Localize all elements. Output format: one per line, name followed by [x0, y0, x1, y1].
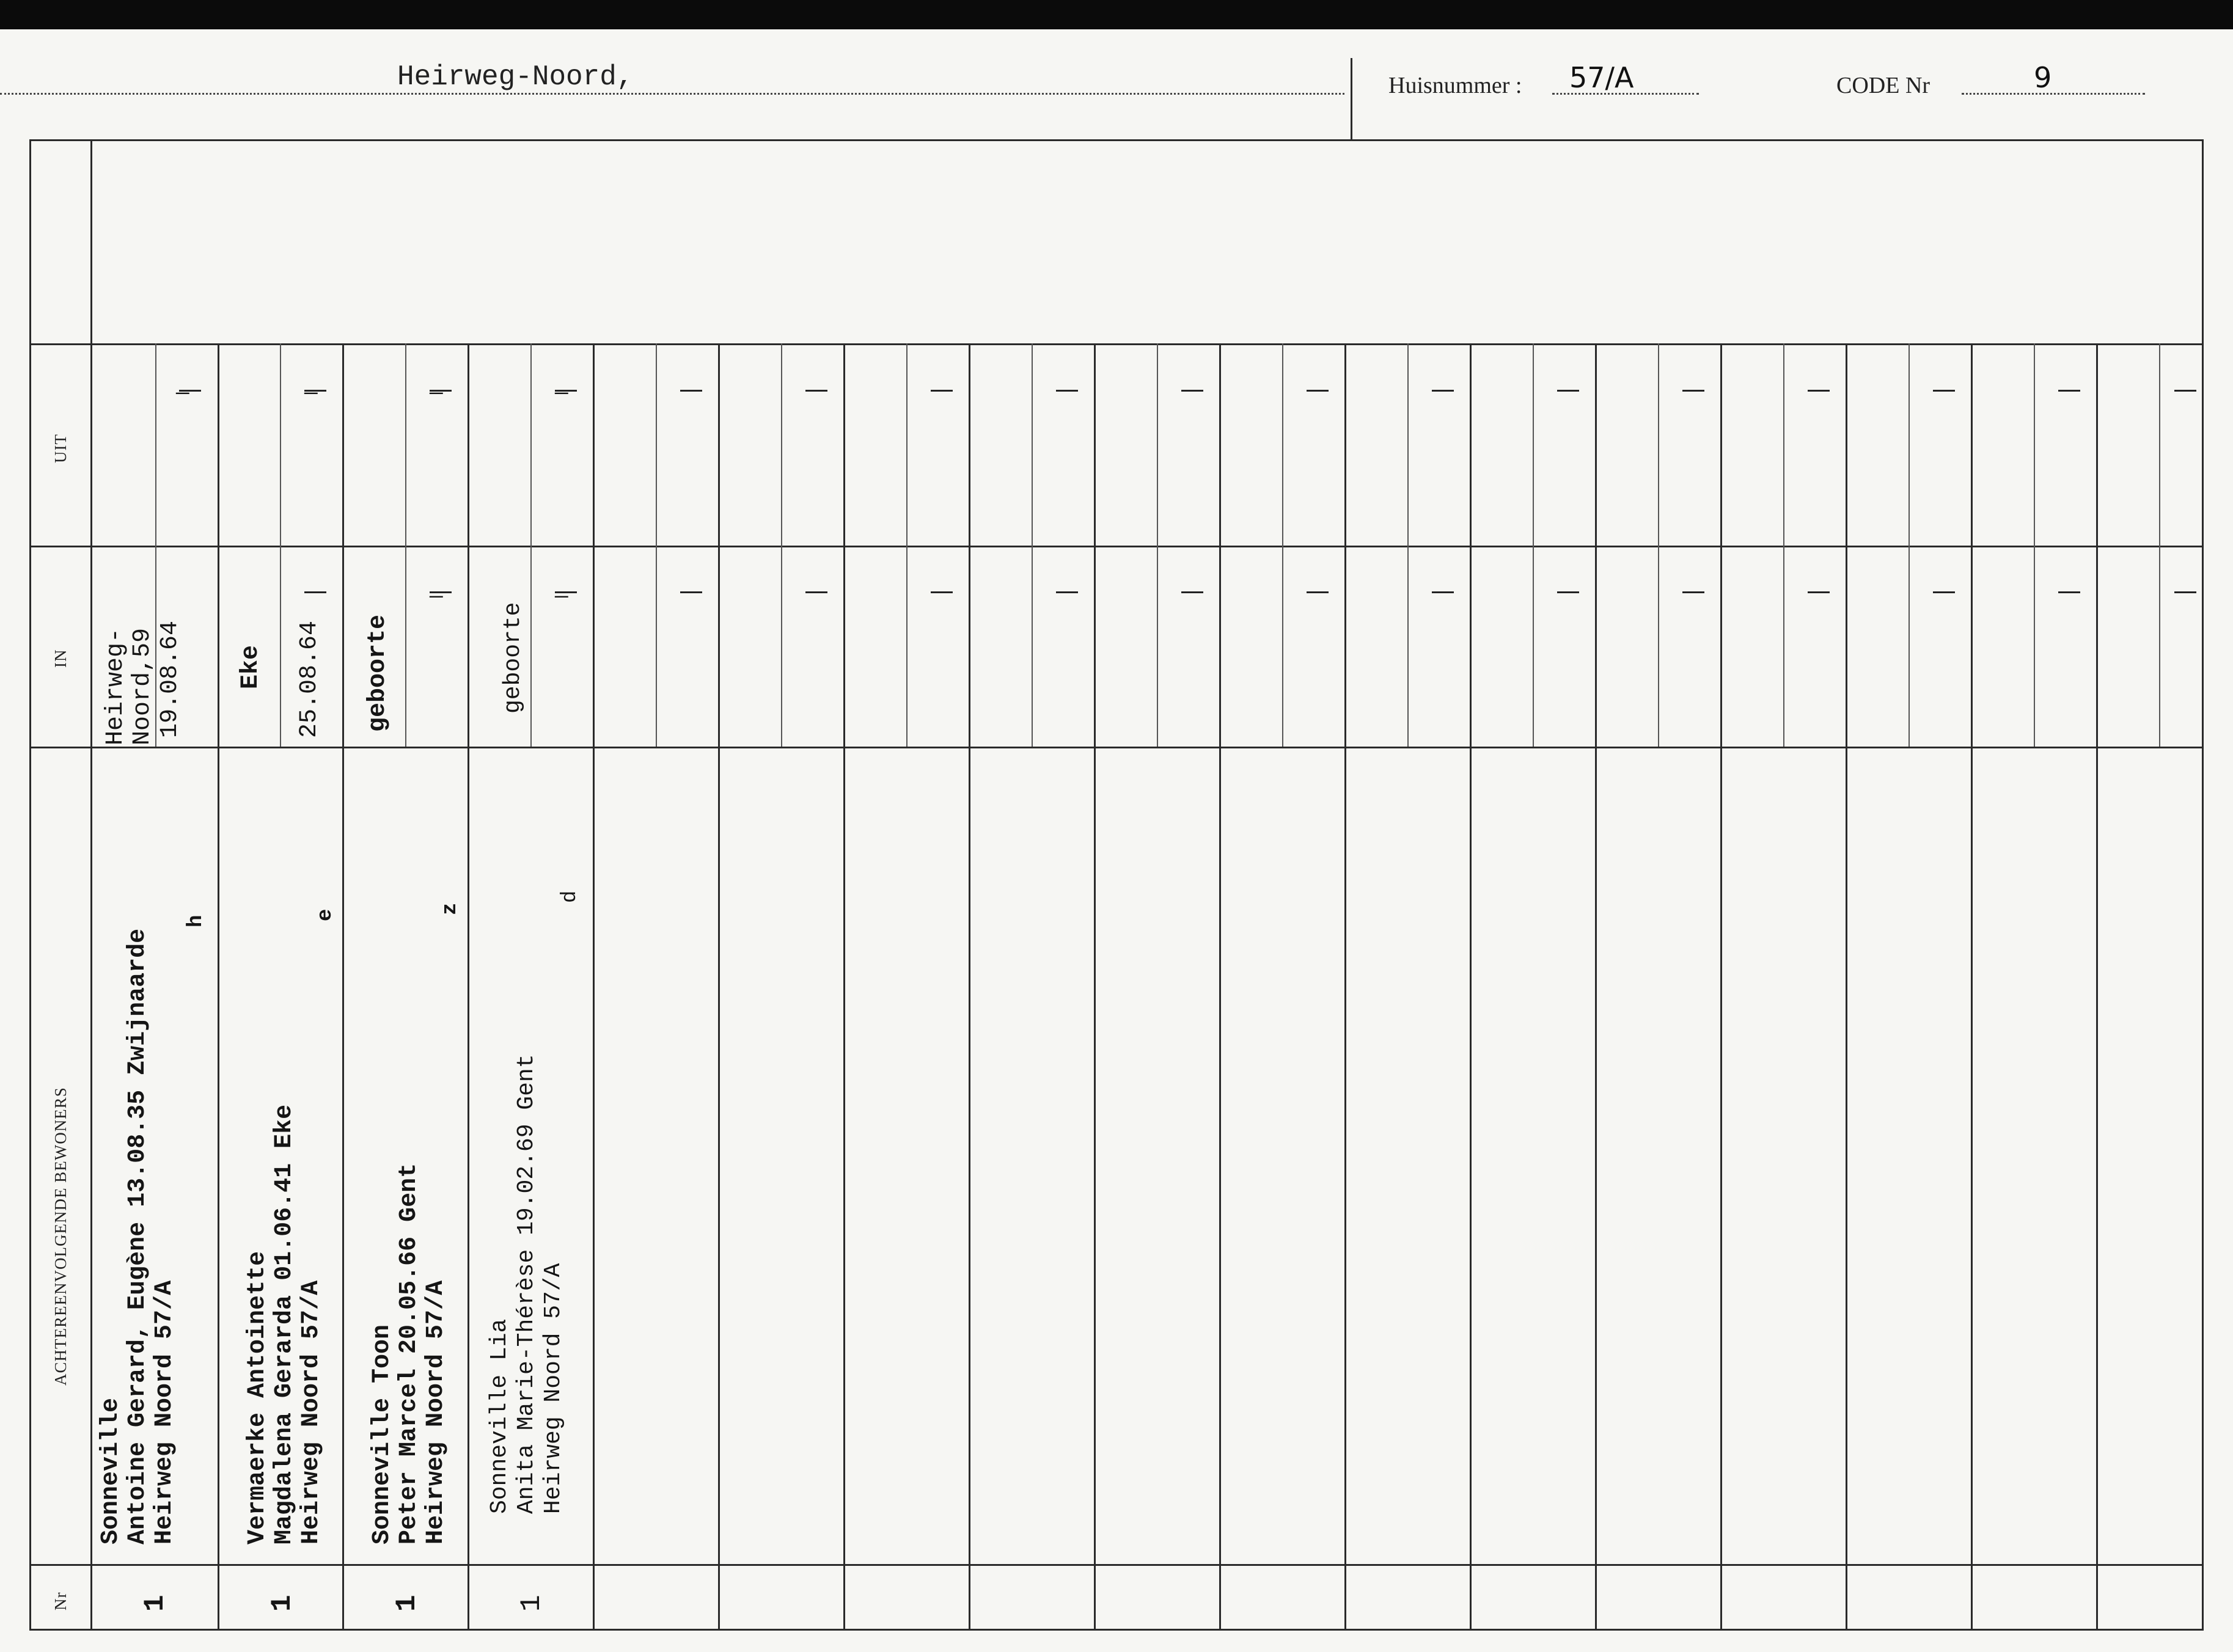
resident-line: Sonneville — [97, 1397, 125, 1544]
dash — [805, 390, 827, 392]
row-divider-residents — [29, 747, 2204, 748]
dash — [1682, 390, 1704, 392]
dash — [1307, 390, 1329, 392]
resident-4-relation: d — [559, 890, 582, 903]
resident-3-text — [369, 1163, 450, 1544]
sub-divider — [405, 343, 406, 747]
code-dotted-line — [1962, 93, 2145, 95]
resident-line: Sonneville Lia — [486, 1318, 513, 1514]
scan-top-border — [0, 0, 2233, 29]
sub-divider — [2034, 343, 2035, 747]
label-nr: Nr — [51, 1592, 70, 1610]
resident-3-in-place — [364, 615, 392, 732]
col-divider — [969, 343, 970, 1630]
resident-2-nr: 1 — [266, 1595, 298, 1612]
dash — [1056, 390, 1078, 392]
sub-divider — [1282, 343, 1283, 747]
resident-4-in-place — [500, 602, 526, 714]
col-divider — [342, 343, 344, 1630]
resident-1-uit: — — [176, 381, 189, 406]
col-divider — [2096, 343, 2098, 1630]
dash — [1808, 390, 1830, 392]
dash — [1808, 591, 1830, 593]
house-number-label: Huisnummer : — [1388, 73, 1522, 98]
col-divider — [1595, 343, 1597, 1630]
dash — [1307, 591, 1329, 593]
bottom-border — [29, 1629, 2204, 1631]
resident-line: Magdalena Gerarda 01.06.41 Eke — [271, 1104, 298, 1544]
dash — [304, 591, 326, 593]
left-border — [29, 139, 31, 1630]
row-divider-nr — [29, 1564, 2204, 1566]
dash — [1933, 591, 1955, 593]
register-table — [29, 139, 2204, 1630]
sub-divider — [656, 343, 657, 747]
sub-divider — [781, 343, 782, 747]
col-divider — [1344, 343, 1346, 1630]
resident-1-in-date: 19.08.64 — [156, 620, 184, 738]
col-divider — [1846, 343, 1847, 1630]
dash — [1056, 591, 1078, 593]
resident-2-in-date: 25.08.64 — [296, 620, 323, 738]
sub-divider — [1157, 343, 1158, 747]
sub-divider — [1783, 343, 1784, 747]
code-label: CODE Nr — [1836, 73, 1931, 98]
in-place-line: Noord,59 — [129, 627, 156, 745]
resident-2-uit: — — [304, 381, 318, 406]
col-divider — [1470, 343, 1472, 1630]
house-number-dotted-line — [1552, 93, 1699, 95]
in-place-line: geboorte — [364, 614, 392, 732]
resident-1-nr: 1 — [139, 1595, 171, 1612]
resident-line: Anita Marie-Thérèse 19.02.69 Gent — [513, 1054, 540, 1514]
resident-4-in-date: — — [555, 584, 568, 609]
resident-3-relation: z — [439, 902, 462, 915]
resident-2-text — [244, 1105, 325, 1544]
col-divider — [718, 343, 720, 1630]
col-divider — [843, 343, 845, 1630]
dash — [2058, 390, 2080, 392]
dash — [931, 390, 953, 392]
sub-divider — [530, 343, 532, 747]
right-border — [2202, 139, 2204, 1630]
col-divider — [218, 343, 219, 1630]
resident-1-relation: h — [185, 915, 208, 927]
resident-4-uit: — — [555, 381, 568, 406]
resident-line: Heirweg Noord 57/A — [298, 1280, 325, 1544]
dash — [1682, 591, 1704, 593]
resident-line: Sonneville Toon — [369, 1324, 396, 1544]
sub-divider — [1658, 343, 1659, 747]
label-residents: ACHTEREENVOLGENDE BEWONERS — [51, 1087, 70, 1386]
col-divider — [1971, 343, 1973, 1630]
dash — [2058, 591, 2080, 593]
dash — [1557, 591, 1579, 593]
resident-line: Vermaerke Antoinette — [244, 1251, 271, 1544]
dash — [1432, 390, 1454, 392]
dash — [1432, 591, 1454, 593]
sub-divider — [906, 343, 908, 747]
sub-divider — [2159, 343, 2160, 747]
resident-line: Peter Marcel 20.05.66 Gent — [395, 1163, 423, 1544]
house-number-value: 57/A — [1569, 61, 1634, 94]
dash — [2174, 390, 2196, 392]
resident-2-relation: e — [314, 908, 337, 921]
resident-3-in-date: — — [430, 584, 443, 609]
dash — [931, 591, 953, 593]
sub-divider — [1407, 343, 1409, 747]
col-divider — [1219, 343, 1221, 1630]
street-dotted-line — [0, 93, 1344, 95]
dash — [2174, 591, 2196, 593]
in-place-line: geboorte — [500, 602, 526, 714]
sub-divider — [1909, 343, 1910, 747]
resident-1-text — [98, 929, 178, 1544]
label-column-divider — [90, 139, 92, 1630]
resident-3-nr: 1 — [391, 1595, 423, 1612]
in-place-line: Eke — [237, 645, 265, 689]
sub-divider — [1533, 343, 1534, 747]
resident-line: Heirweg Noord 57/A — [540, 1263, 566, 1514]
resident-3-uit: — — [430, 381, 443, 406]
row-divider-uit — [29, 343, 2204, 345]
dash — [680, 591, 702, 593]
label-in: IN — [51, 649, 70, 668]
dash — [1181, 591, 1203, 593]
dash — [1181, 390, 1203, 392]
dash — [680, 390, 702, 392]
top-border — [29, 139, 2204, 141]
in-place-line: Heirweg- — [102, 627, 130, 745]
sub-divider — [280, 343, 281, 747]
resident-line: Heirweg Noord 57/A — [151, 1280, 178, 1544]
dash — [1557, 390, 1579, 392]
resident-line: Antoine Gerard, Eugène 13.08.35 Zwijnaarde — [124, 928, 152, 1544]
resident-2-in-place — [237, 645, 265, 689]
resident-4-nr: 1 — [516, 1595, 548, 1612]
col-divider — [593, 343, 595, 1630]
dash — [805, 591, 827, 593]
col-divider — [468, 343, 469, 1630]
row-divider-in — [29, 546, 2204, 547]
col-divider — [1720, 343, 1722, 1630]
label-uit: UIT — [51, 434, 70, 463]
code-value: 9 — [2034, 61, 2052, 94]
resident-4-text — [486, 1054, 567, 1514]
header-divider — [1351, 58, 1352, 141]
resident-1-in-place — [103, 628, 156, 745]
resident-line: Heirweg Noord 57/A — [422, 1280, 450, 1544]
col-divider — [1094, 343, 1096, 1630]
street-name: Heirweg-Noord, — [397, 61, 634, 93]
sub-divider — [1032, 343, 1033, 747]
dash — [1933, 390, 1955, 392]
